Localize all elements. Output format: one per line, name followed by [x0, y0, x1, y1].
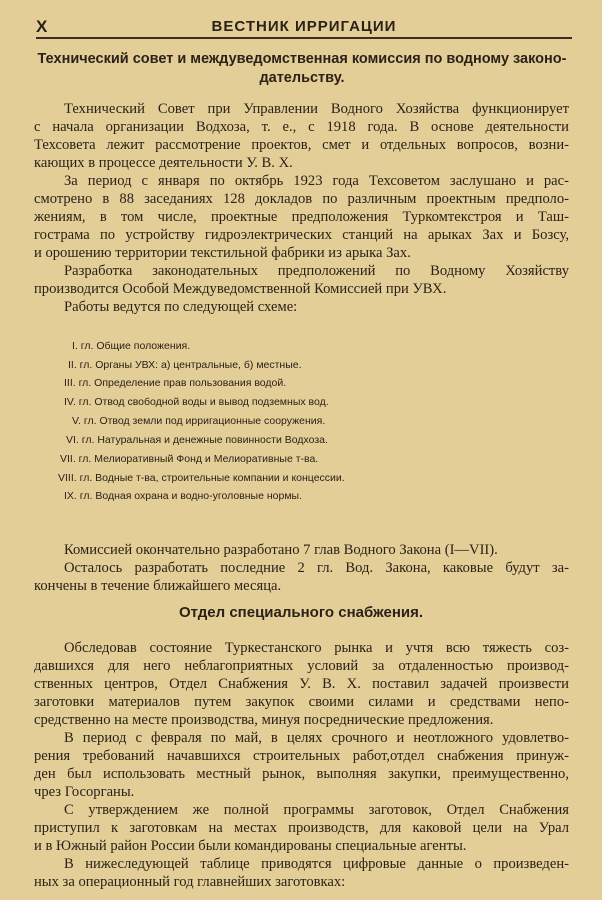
paragraph-line: Обследовав состояние Туркестанского рынка и учтя всю тяжесть соз-	[64, 640, 569, 656]
paragraph-line: приступил к заготовкам на местах производств, для каковой цели на Урал	[34, 820, 569, 836]
paragraph-line: кающих в процессе деятельности У. В. Х.	[34, 155, 293, 171]
header-rule	[36, 37, 572, 39]
chapter-item	[64, 396, 329, 408]
paragraph-line: чрез Госорганы.	[34, 784, 135, 800]
chapter-number: VII. гл.	[60, 453, 92, 465]
chapter-title: Органы УВХ: а) центральные, б) местные.	[95, 359, 302, 371]
paragraph-line: кончены в течение ближайшего месяца.	[34, 578, 282, 594]
paragraph-line: Осталось разработать последние 2 гл. Вод. Закона, каковые будут за-	[64, 560, 569, 576]
section-title-line-1: Технический совет и междуведомственная комиссия по водному законо-	[37, 51, 567, 67]
paragraph-line: Техсовета лежит рассмотрение проектов, смет и отдельных вопросов, возни-	[34, 137, 569, 153]
paragraph-line: давшихся для него неблагоприятных условий за отдаленностью производ-	[34, 658, 569, 674]
paragraph-line: рения требований начавшихся строительных работ,отдел снабжения принуж-	[34, 748, 569, 764]
paragraph-line: Работы ведутся по следующей схеме:	[64, 299, 298, 315]
paragraph-line: За период с января по октябрь 1923 года Техсоветом заслушано и рас-	[64, 173, 569, 189]
paragraph-line: средственно на месте производства, минуя посреднические предложения.	[34, 712, 494, 728]
chapter-title: Водная охрана и водно-уголовные нормы.	[95, 490, 303, 502]
paragraph-line: С утверждением же полной программы заготовок, Отдел Снабжения	[64, 802, 569, 818]
chapter-number: II. гл.	[68, 359, 93, 371]
chapter-item	[58, 472, 345, 484]
chapter-number: IV. гл.	[64, 396, 92, 408]
paragraph-line: производится Особой Междуведомственной Комиссией при УВХ.	[34, 281, 447, 297]
chapter-item	[60, 453, 318, 465]
journal-title: ВЕСТНИК ИРРИГАЦИИ	[211, 18, 397, 35]
chapter-item	[66, 434, 328, 446]
chapter-item	[64, 377, 286, 389]
chapter-number: I. гл.	[72, 340, 94, 352]
paragraph-line: ственных центров, Отдел Снабжения У. В. Х. поставил задачей произвести	[34, 676, 569, 692]
chapter-title: Мелиоративный Фонд и Мелиоративные т-ва.	[94, 453, 319, 465]
chapter-title: Отвод свободной воды и вывод подземных вод.	[94, 396, 329, 408]
paragraph-line: В нижеследующей таблице приводятся цифровые данные о произведен-	[64, 856, 569, 872]
chapter-number: III. гл.	[64, 377, 92, 389]
chapter-item	[72, 340, 190, 352]
chapter-number: VI. гл.	[66, 434, 95, 446]
chapter-number: IX. гл.	[64, 490, 93, 502]
chapter-item	[72, 415, 325, 427]
page-header	[36, 13, 572, 39]
page-number: X	[36, 17, 48, 36]
paragraph-line: с начала организации Водхоза, т. е., с 1918 года. В основе деятельности	[34, 119, 569, 135]
chapter-title: Определение прав пользования водой.	[94, 377, 287, 389]
chapter-item	[68, 359, 302, 371]
paragraph-line: Технический Совет при Управлении Водного Хозяйства функционирует	[64, 101, 569, 117]
chapter-title: Отвод земли под ирригационные сооружения.	[99, 415, 326, 427]
paragraph-line: и орошению территории текстильной фабрики из арыка Зах.	[34, 245, 411, 261]
section-title-line-2: дательству.	[259, 70, 345, 86]
paragraph-line: жениям, в том числе, проектные предположения Туркомтекстроя и Таш-	[34, 209, 569, 225]
paragraph-line: Разработка законодательных предположений по Водному Хозяйству	[64, 263, 569, 279]
chapter-title: Общие положения.	[96, 340, 191, 352]
paragraph-line: Комиссией окончательно разработано 7 глав Водного Закона (I—VII).	[64, 542, 498, 558]
chapter-number: V. гл.	[72, 415, 97, 427]
chapter-item	[64, 490, 302, 502]
section-title-supply-department: Отдел специального снабжения.	[178, 604, 424, 621]
paragraph-line: ных за операционный год главнейших заготовках:	[34, 874, 346, 890]
chapter-title: Натуральная и денежные повинности Водхоза.	[97, 434, 328, 446]
section-title-tech-council	[34, 50, 570, 88]
paragraph-line: заготовки материалов путем закупок своими силами и средствами непо-	[34, 694, 569, 710]
chapter-title: Водные т-ва, строительные компании и концессии.	[95, 472, 345, 484]
paragraph-line: ден был использовать местный рынок, выполняя закупки, преимущественно,	[34, 766, 569, 782]
paragraph-line: смотрено в 88 заседаниях 128 докладов по различным проектным предполо-	[34, 191, 569, 207]
paragraph-line: гострама по устройству гидроэлектрических станций на арыках Зах и Бозсу,	[34, 227, 569, 243]
chapter-number: VIII. гл.	[58, 472, 93, 484]
paragraph-line: и в Южный район России были командированы специальные агенты.	[34, 838, 467, 854]
paragraph-line: В период с февраля по май, в целях срочного и неотложного удовлетво-	[64, 730, 569, 746]
